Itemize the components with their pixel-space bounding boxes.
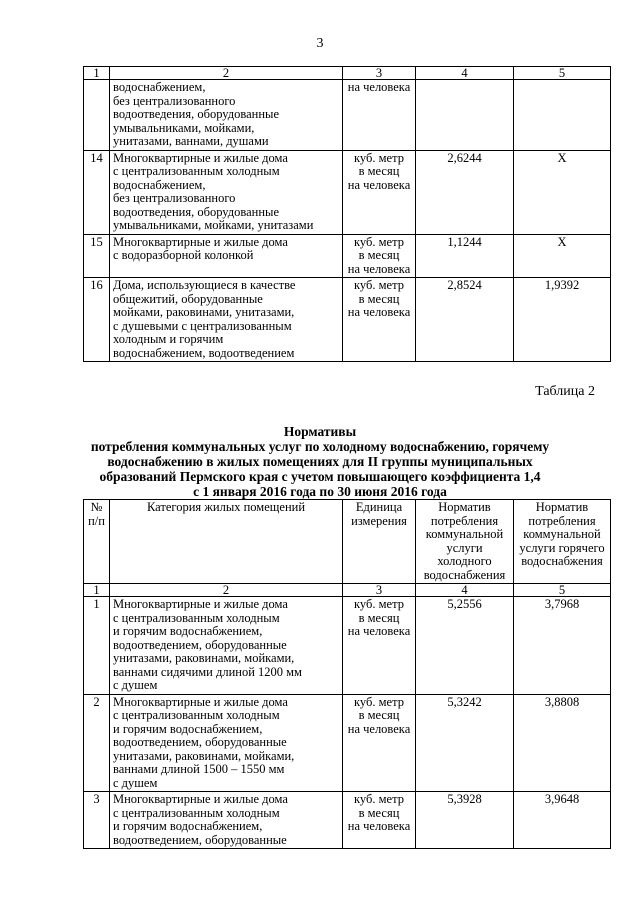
column-number: 5 xyxy=(514,67,611,80)
table-row xyxy=(84,234,611,278)
row-cold-norm: 5,3928 xyxy=(416,792,514,849)
row-hot-norm: 3,7968 xyxy=(514,597,611,695)
row-hot-norm: 1,9392 xyxy=(514,278,611,362)
table-row xyxy=(84,792,611,849)
row-cold-norm: 5,3242 xyxy=(416,694,514,792)
norms-table xyxy=(83,499,611,849)
row-unit: куб. метр в месяц на человека xyxy=(343,278,416,362)
header-hot-norm: Норматив потребления коммунальной услуги горячего водоснабжения xyxy=(514,500,611,584)
title-line: образований Пермского края с учетом повышающего коэффициента 1,4 xyxy=(99,469,541,484)
row-number: 14 xyxy=(84,150,110,234)
row-number: 1 xyxy=(84,597,110,695)
row-cold-norm: 2,8524 xyxy=(416,278,514,362)
row-category: Многоквартирные и жилые дома с водоразборной колонкой xyxy=(110,234,343,278)
row-cold-norm: 2,6244 xyxy=(416,150,514,234)
column-number: 4 xyxy=(416,584,514,597)
row-category: Дома, использующиеся в качестве общежитий, оборудованные мойками, раковинами, унитазами, с душевыми с централизованным холодным и горячим водоснабжением, водоотведением xyxy=(110,278,343,362)
row-unit: куб. метр в месяц на человека xyxy=(343,792,416,849)
header-num: № п/п xyxy=(84,500,110,584)
title-line: с 1 января 2016 года по 30 июня 2016 года xyxy=(193,484,447,499)
row-unit: куб. метр в месяц на человека xyxy=(343,234,416,278)
row-hot-norm: 3,8808 xyxy=(514,694,611,792)
column-number-row xyxy=(84,67,611,80)
row-number xyxy=(84,80,110,151)
row-cold-norm xyxy=(416,80,514,151)
table-row xyxy=(84,80,611,151)
table-row xyxy=(84,597,611,695)
row-cold-norm: 1,1244 xyxy=(416,234,514,278)
row-cold-norm: 5,2556 xyxy=(416,597,514,695)
row-unit: куб. метр в месяц на человека xyxy=(343,150,416,234)
column-number: 5 xyxy=(514,584,611,597)
row-unit: куб. метр в месяц на человека xyxy=(343,694,416,792)
column-number: 1 xyxy=(84,67,110,80)
row-category: Многоквартирные и жилые дома с централизованным холодным водоснабжением, без централизованного водоотведения, оборудованные умывальниками, мойками, унитазами xyxy=(110,150,343,234)
table-row xyxy=(84,278,611,362)
title-line: Нормативы xyxy=(283,424,357,439)
row-category: Многоквартирные и жилые дома с централизованным холодным и горячим водоснабжением, водоотведением, оборудованные унитазами, раковинами, мойками, ваннами длиной 1500 – 1550 мм с душем xyxy=(110,694,343,792)
title-line: потребления коммунальных услуг по холодному водоснабжению, горячему xyxy=(90,439,550,454)
page-number: 3 xyxy=(316,36,324,51)
row-category: Многоквартирные и жилые дома с централизованным холодным и горячим водоснабжением, водоотведением, оборудованные xyxy=(110,792,343,849)
column-number-row xyxy=(84,584,611,597)
column-number: 2 xyxy=(110,67,343,80)
title-line: водоснабжению в жилых помещениях для II группы муниципальных xyxy=(107,454,533,469)
row-category: водоснабжением, без централизованного водоотведения, оборудованные умывальниками, мойками, унитазами, ваннами, душами xyxy=(110,80,343,151)
table-continuation xyxy=(83,66,611,362)
table-row xyxy=(84,694,611,792)
row-unit: на человека xyxy=(343,80,416,151)
document-title xyxy=(40,424,600,499)
column-number: 3 xyxy=(343,67,416,80)
row-number: 3 xyxy=(84,792,110,849)
row-hot-norm: X xyxy=(514,234,611,278)
column-number: 4 xyxy=(416,67,514,80)
table-row xyxy=(84,150,611,234)
row-hot-norm: 3,9648 xyxy=(514,792,611,849)
table-label: Таблица 2 xyxy=(535,384,595,399)
header-cold-norm: Норматив потребления коммунальной услуги холодного водоснабжения xyxy=(416,500,514,584)
column-number: 3 xyxy=(343,584,416,597)
row-number: 16 xyxy=(84,278,110,362)
row-hot-norm xyxy=(514,80,611,151)
header-row xyxy=(84,500,611,584)
row-unit: куб. метр в месяц на человека xyxy=(343,597,416,695)
row-number: 2 xyxy=(84,694,110,792)
row-hot-norm: X xyxy=(514,150,611,234)
column-number: 1 xyxy=(84,584,110,597)
header-unit: Единица измерения xyxy=(343,500,416,584)
column-number: 2 xyxy=(110,584,343,597)
header-category: Категория жилых помещений xyxy=(110,500,343,584)
row-category: Многоквартирные и жилые дома с централизованным холодным и горячим водоснабжением, водоотведением, оборудованные унитазами, раковинами, мойками, ваннами сидячими длиной 1200 мм с душем xyxy=(110,597,343,695)
row-number: 15 xyxy=(84,234,110,278)
